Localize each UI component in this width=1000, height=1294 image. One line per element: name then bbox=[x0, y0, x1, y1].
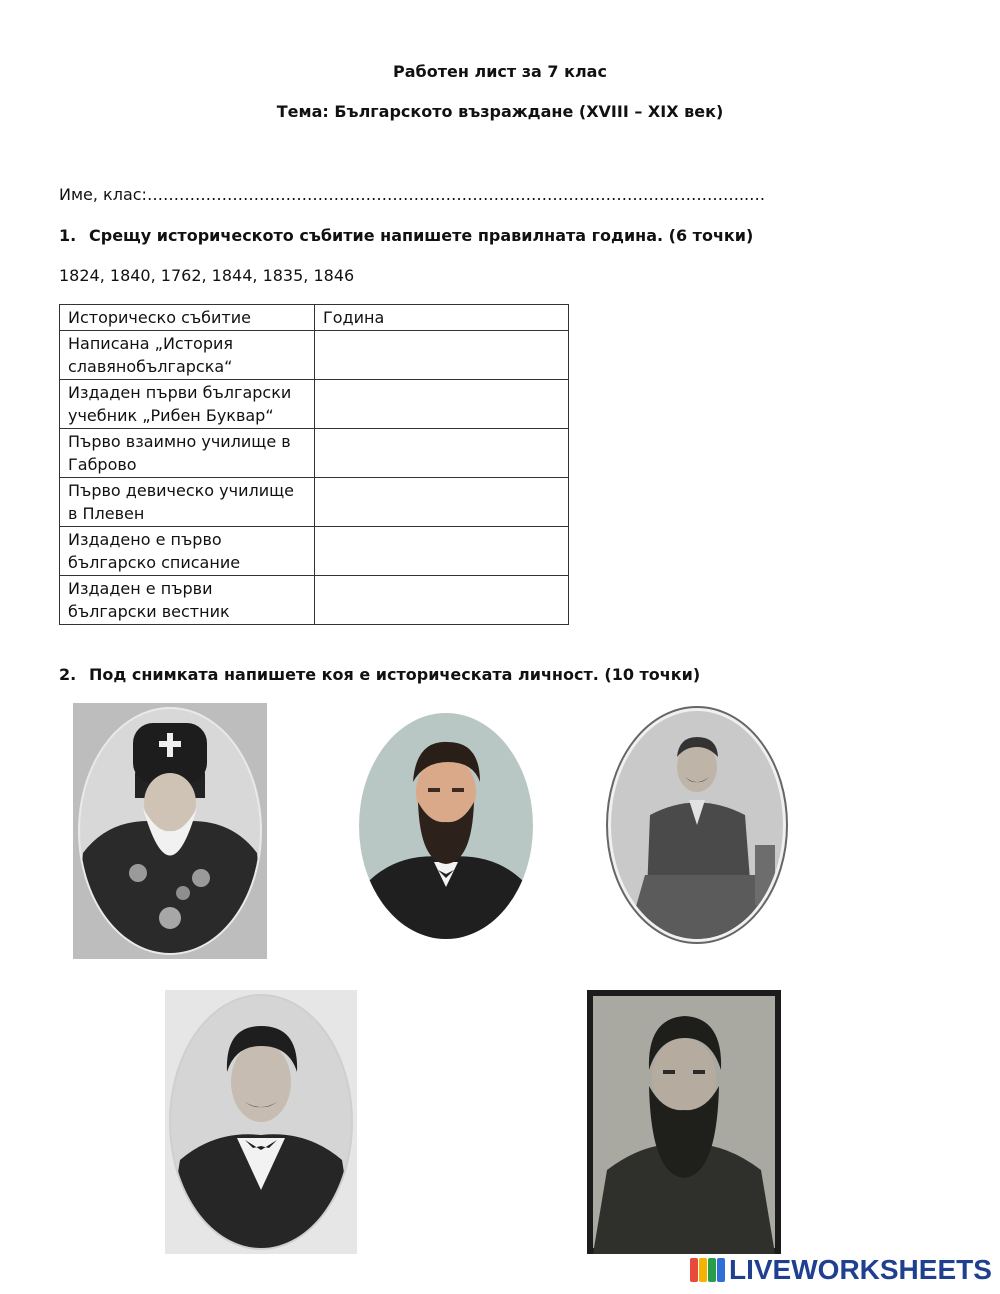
event-cell: Издадено е първо българско списание bbox=[60, 527, 315, 576]
photo-young-man bbox=[165, 990, 357, 1254]
year-cell[interactable] bbox=[315, 380, 569, 429]
photo-bearded-man-color bbox=[358, 712, 534, 940]
event-cell: Написана „История славянобългарска“ bbox=[60, 331, 315, 380]
logo-mark-block bbox=[690, 1258, 698, 1282]
table-header-year: Година bbox=[315, 305, 569, 331]
question-2-number: 2. bbox=[59, 665, 77, 684]
year-cell[interactable] bbox=[315, 527, 569, 576]
logo-mark-block bbox=[717, 1258, 725, 1282]
table-row bbox=[60, 331, 569, 380]
photo-seated-man bbox=[605, 705, 790, 945]
worksheet-title: Работен лист за 7 клас bbox=[393, 62, 607, 81]
year-cell[interactable] bbox=[315, 331, 569, 380]
question-1-number: 1. bbox=[59, 226, 77, 245]
year-cell[interactable] bbox=[315, 478, 569, 527]
liveworksheets-logo bbox=[690, 1254, 992, 1286]
table-row bbox=[60, 478, 569, 527]
table-row bbox=[60, 429, 569, 478]
event-cell: Издаден първи български учебник „Рибен Буквар“ bbox=[60, 380, 315, 429]
question-2-text: Под снимката напишете коя е историческата личност. (10 точки) bbox=[89, 665, 701, 684]
logo-mark-block bbox=[708, 1258, 716, 1282]
year-cell[interactable] bbox=[315, 429, 569, 478]
logo-mark-block bbox=[699, 1258, 707, 1282]
logo-text: LIVEWORKSHEETS bbox=[729, 1254, 992, 1285]
years-list: 1824, 1840, 1762, 1844, 1835, 1846 bbox=[59, 266, 355, 285]
events-table bbox=[59, 304, 569, 625]
event-cell: Издаден е първи български вестник bbox=[60, 576, 315, 625]
worksheet-topic: Тема: Българското възраждане (XVIII – XIX век) bbox=[276, 102, 724, 121]
year-cell[interactable] bbox=[315, 576, 569, 625]
table-header-row bbox=[60, 305, 569, 331]
table-row bbox=[60, 576, 569, 625]
question-2 bbox=[59, 665, 700, 684]
question-1 bbox=[59, 226, 753, 245]
table-row bbox=[60, 527, 569, 576]
logo-mark-icon bbox=[690, 1258, 725, 1282]
photo-bishop bbox=[73, 703, 267, 959]
event-cell: Първо взаимно училище в Габрово bbox=[60, 429, 315, 478]
table-header-event: Историческо събитие bbox=[60, 305, 315, 331]
question-1-text: Срещу историческото събитие напишете правилната година. (6 точки) bbox=[89, 226, 754, 245]
photo-bearded-man bbox=[587, 990, 781, 1254]
event-cell: Първо девическо училище в Плевен bbox=[60, 478, 315, 527]
table-row bbox=[60, 380, 569, 429]
name-class-line: Име, клас:…………………………………………………………………………………………………..… bbox=[59, 185, 766, 204]
